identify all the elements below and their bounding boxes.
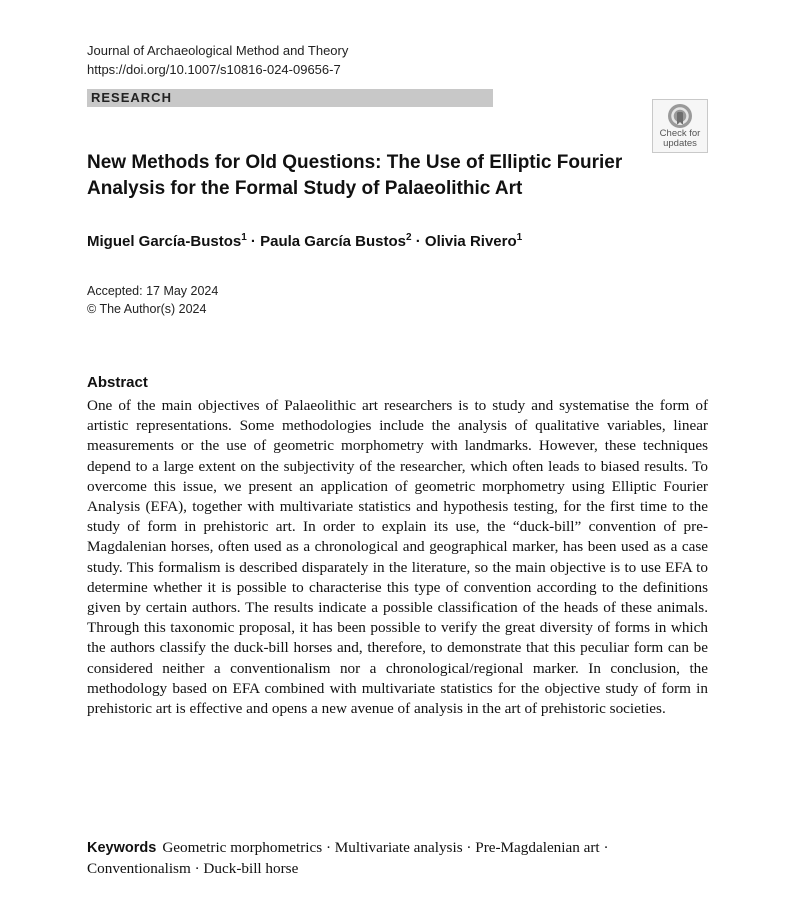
paper-title: New Methods for Old Questions: The Use of Elliptic Fourier Analysis for the Formal Study of Palaeolithic Art bbox=[87, 152, 623, 199]
check-updates-icon bbox=[667, 103, 693, 129]
author-affiliation: 1 bbox=[241, 232, 247, 243]
abstract-heading: Abstract bbox=[87, 374, 148, 391]
abstract-text: One of the main objectives of Palaeolithic art researchers is to study and systematise the form of artistic representations. Some methodologies include the analysis of qualitative variables, linear measurements or the use of geometric morphometry with landmarks. However, these techniques depend to a large extent on the subjectivity of the researcher, which often leads to biased results. To overcome this issue, we present an application of geometric morphometry using Elliptic Fourier Analysis (EFA), together with multivariate statistics and hypothesis testing, for the first time to the study of form in prehistoric art. In order to explain its use, the “duck-bill” convention of pre-Magdalenian horses, often used as a chronological and geographical marker, has been used as a case study. This formalism is described disparately in the literature, so the main objective is to use EFA to determine whether it is possible to characterise this type of convention according to the definitions given by certain authors. The results indicate a possible classification of the heads of these animals. Through this taxonomic proposal, it has been possible to verify the great diversity of forms in which the authors classify the duck-bill horses and, therefore, to demonstrate that this peculiar form can be considered neither a conventionalism nor a chronological/regional marker. In conclusion, the methodology based on EFA combined with multivariate statistics for the objective study of form in prehistoric art is effective and opens a new avenue of analysis in the art of prehistoric societies. bbox=[87, 397, 708, 718]
author-name[interactable]: Miguel García-Bustos bbox=[87, 233, 242, 250]
badge-text-line1: Check for bbox=[659, 128, 701, 139]
keywords-text: Geometric morphometrics · Multivariate analysis · Pre-Magdalenian art · Conventionalism · Duck-bill horse bbox=[87, 839, 609, 877]
author-affiliation: 1 bbox=[516, 232, 523, 243]
keywords-heading: Keywords bbox=[87, 840, 157, 856]
author-name[interactable]: Olivia Rivero bbox=[424, 233, 517, 250]
section-label: RESEARCH bbox=[87, 89, 493, 107]
author-list bbox=[87, 232, 522, 250]
article-dates bbox=[87, 282, 218, 318]
check-for-updates-badge[interactable] bbox=[652, 99, 708, 153]
author-name[interactable]: Paula García Bustos bbox=[260, 233, 407, 250]
doi-link[interactable]: https://doi.org/10.1007/s10816-024-09656-7 bbox=[87, 62, 341, 77]
badge-text-line2: updates bbox=[663, 138, 697, 149]
copyright-notice: © The Author(s) 2024 bbox=[87, 302, 207, 316]
accepted-date: Accepted: 17 May 2024 bbox=[87, 284, 219, 298]
journal-name: Journal of Archaeological Method and Theory bbox=[87, 43, 349, 58]
author-separator: · bbox=[246, 233, 261, 250]
journal-header bbox=[87, 41, 348, 79]
keywords-section bbox=[87, 838, 708, 879]
author-affiliation: 2 bbox=[406, 232, 412, 243]
author-separator: · bbox=[411, 233, 425, 250]
